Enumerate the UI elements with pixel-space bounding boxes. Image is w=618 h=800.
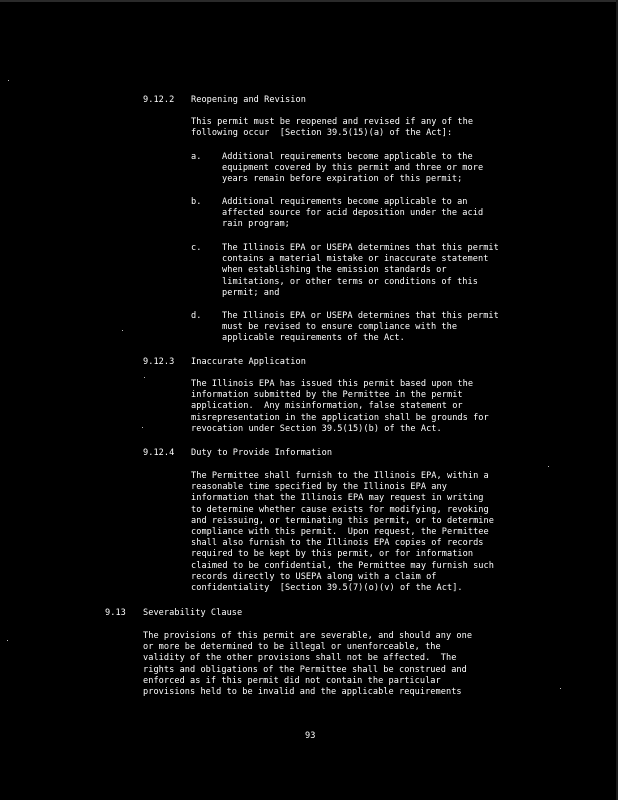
section-9-12-2-number: 9.12.2 bbox=[143, 95, 175, 105]
scan-speck bbox=[122, 330, 123, 331]
section-9-13-number: 9.13 bbox=[105, 608, 126, 618]
scan-edge-top bbox=[0, 0, 618, 2]
item-a-text: Additional requirements become applicable to the equipment covered by this permit and three or more years remain before expiration of this permit; bbox=[222, 152, 484, 185]
section-9-12-4-body: The Permittee shall furnish to the Illinois EPA, within a reasonable time specified by the Illinois EPA any information that the Illinois EPA may request in writing to determine whether cause exists for modifying, revoking and reissuing, or terminating this permit, or to determine compliance with this permit. Upon request, the Permittee shall also furnish to the Illinois EPA copies of records required to be kept by this permit, or for information claimed to be confidential, the Permittee may furnish such records directly to USEPA along with a claim of confidentiality [Section 39.5(7)(o)(v) of the Act]. bbox=[191, 471, 494, 594]
section-9-13-body: The provisions of this permit are severable, and should any one or more be determined to be illegal or unenforceable, the validity of the other provisions shall not be affected. The rights and obligations of the Permittee shall be construed and enforced as if this permit did not contain the particular provisions held to be invalid and the applicable requirements bbox=[143, 631, 473, 698]
section-9-12-3-title: Inaccurate Application bbox=[191, 357, 306, 367]
scan-speck bbox=[7, 640, 8, 641]
section-9-12-4-title: Duty to Provide Information bbox=[191, 448, 333, 458]
item-c-marker: c. bbox=[191, 243, 202, 253]
scan-speck bbox=[548, 466, 549, 467]
scan-speck bbox=[144, 377, 145, 378]
section-9-12-2-title: Reopening and Revision bbox=[191, 95, 306, 105]
item-a-marker: a. bbox=[191, 152, 202, 162]
section-9-12-4-number: 9.12.4 bbox=[143, 448, 175, 458]
section-9-13-title: Severability Clause bbox=[143, 608, 243, 618]
item-b-text: Additional requirements become applicable to an affected source for acid deposition under the acid rain program; bbox=[222, 197, 484, 230]
scan-speck bbox=[8, 80, 9, 81]
item-c-text: The Illinois EPA or USEPA determines that this permit contains a material mistake or inaccurate statement when establishing the emission standards or limitations, or other terms or conditions of this permit; and bbox=[222, 243, 499, 298]
section-9-12-3-number: 9.12.3 bbox=[143, 357, 175, 367]
page-number: 93 bbox=[305, 731, 316, 741]
scan-speck bbox=[560, 688, 561, 689]
section-9-12-3-body: The Illinois EPA has issued this permit based upon the information submitted by the Permittee in the permit application. Any misinformation, false statement or misrepresentation in the application shall be grounds for revocation under Section 39.5(15)(b) of the Act. bbox=[191, 379, 489, 434]
item-d-text: The Illinois EPA or USEPA determines that this permit must be revised to ensure compliance with the applicable requirements of the Act. bbox=[222, 311, 499, 344]
item-d-marker: d. bbox=[191, 311, 202, 321]
section-9-12-2-intro: This permit must be reopened and revised if any of the following occur [Section 39.5(15)(a) of the Act]: bbox=[191, 117, 474, 139]
scan-speck bbox=[142, 427, 143, 428]
item-b-marker: b. bbox=[191, 197, 202, 207]
